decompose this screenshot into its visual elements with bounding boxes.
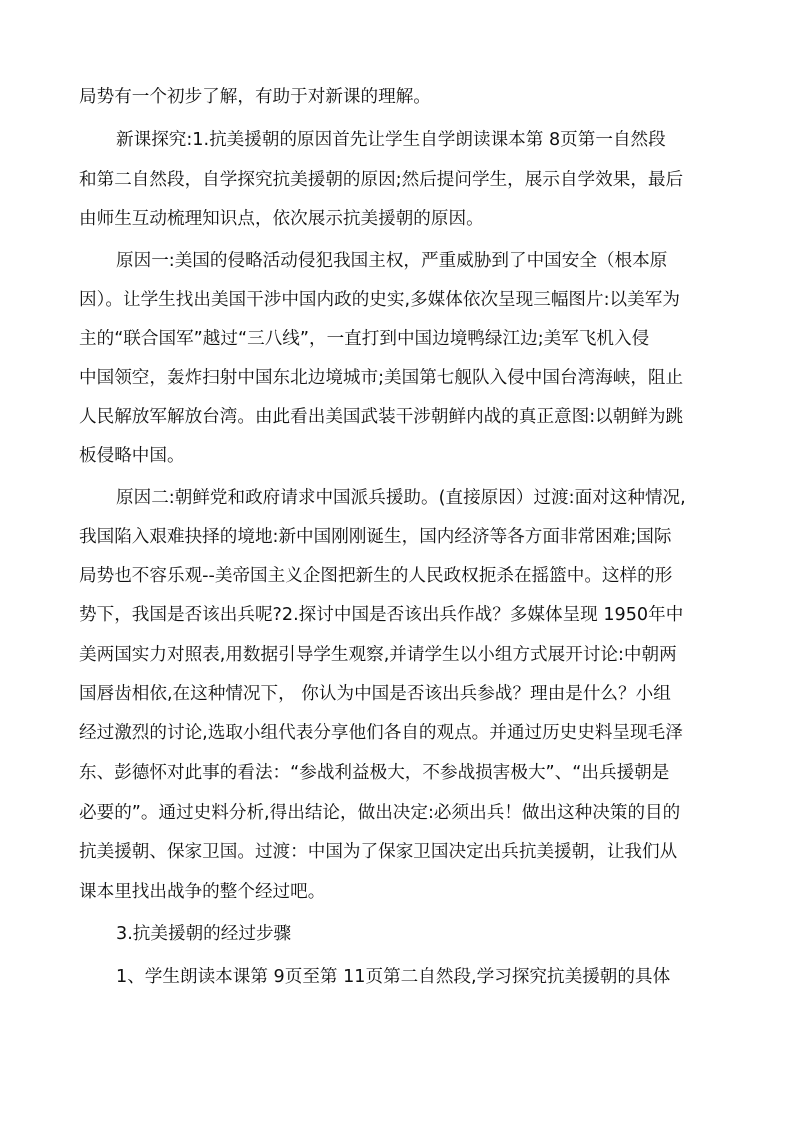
text-line: 局势也不容乐观--美帝国主义企图把新生的人民政权扼杀在摇篮中。这样的形 bbox=[79, 566, 673, 586]
text-line: 原因一:美国的侵略活动侵犯我国主权，严重威胁到了中国安全（根本原 bbox=[116, 251, 668, 271]
text-line: 因）。让学生找出美国干涉中国内政的史实,多媒体依次呈现三幅图片:以美军为 bbox=[79, 290, 680, 310]
text-line: 东、彭德怀对此事的看法：“参战利益极大，不参战损害极大”、“出兵援朝是 bbox=[79, 763, 670, 783]
text-line: 原因二:朝鲜党和政府请求中国派兵援助。(直接原因）过渡:面对这种情况, bbox=[116, 488, 686, 508]
text-line: 抗美援朝、保家卫国。过渡：中国为了保家卫国决定出兵抗美援朝，让我们从 bbox=[79, 842, 678, 862]
text-line: 和第二自然段，自学探究抗美援朝的原因;然后提问学生，展示自学效果，最后 bbox=[79, 170, 684, 190]
text-line: 主的“联合国军”越过“三八线”，一直打到中国边境鸭绿江边;美军飞机入侵 bbox=[79, 329, 650, 349]
text-line: 国唇齿相依,在这种情况下， 你认为中国是否该出兵参战？理由是什么？小组 bbox=[79, 684, 671, 704]
text-line: 局势有一个初步了解，有助于对新课的理解。 bbox=[79, 87, 431, 107]
text-line: 人民解放军解放台湾。由此看出美国武装干涉朝鲜内战的真正意图:以朝鲜为跳 bbox=[79, 407, 684, 427]
text-line: 课本里找出战争的整个经过吧。 bbox=[79, 882, 326, 902]
text-line: 经过激烈的讨论,选取小组代表分享他们各自的观点。并通过历史史料呈现毛泽 bbox=[79, 723, 683, 743]
text-line: 板侵略中国。 bbox=[79, 446, 185, 466]
text-line: 3.抗美援朝的经过步骤 bbox=[116, 924, 292, 944]
text-line: 1、学生朗读本课第 9页至第 11页第二自然段,学习探究抗美援朝的具体 bbox=[116, 967, 671, 987]
text-line: 势下，我国是否该出兵呢?2.探讨中国是否该出兵作战？多媒体呈现 1950年中 bbox=[79, 605, 684, 625]
text-line: 由师生互动梳理知识点，依次展示抗美援朝的原因。 bbox=[79, 209, 484, 229]
text-line: 美两国实力对照表,用数据引导学生观察,并请学生以小组方式展开讨论:中朝两 bbox=[79, 645, 677, 665]
text-line: 中国领空，轰炸扫射中国东北边境城市;美国第七舰队入侵中国台湾海峡，阻止 bbox=[79, 368, 684, 388]
text-line: 新课探究:1.抗美援朝的原因首先让学生自学朗读课本第 8页第一自然段 bbox=[116, 130, 666, 150]
text-line: 必要的”。通过史料分析,得出结论，做出决定:必须出兵！做出这种决策的目的 bbox=[79, 803, 681, 823]
text-line: 我国陷入艰难抉择的境地:新中国刚刚诞生，国内经济等各方面非常困难;国际 bbox=[79, 527, 672, 547]
